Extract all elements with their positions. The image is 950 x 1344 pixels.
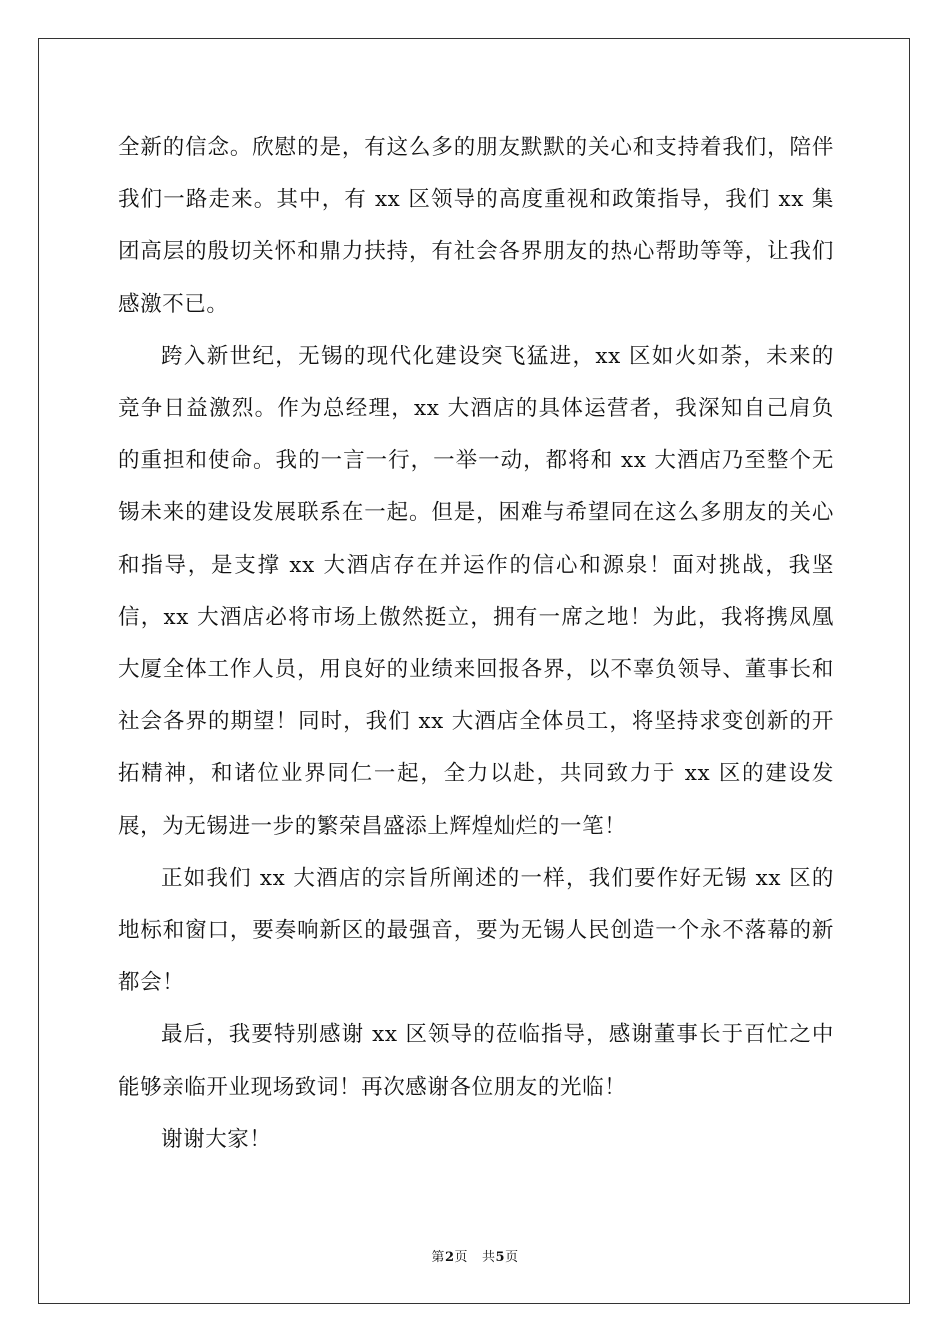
paragraph-1: 全新的信念。欣慰的是，有这么多的朋友默默的关心和支持着我们，陪伴我们一路走来。其中，有 xx 区领导的高度重视和政策指导，我们 xx 集团高层的殷切关怀和鼎力扶持，有社会各界朋友的热心帮助等等，让我们感激不已。 — [118, 135, 834, 317]
total-suffix: 页 — [505, 1250, 519, 1265]
total-prefix: 共 — [482, 1250, 496, 1265]
paragraph-2: 跨入新世纪，无锡的现代化建设突飞猛进，xx 区如火如荼，未来的竞争日益激烈。作为总经理，xx 大酒店的具体运营者，我深知自己肩负的重担和使命。我的一言一行，一举一动，都将和 xx 大酒店乃至整个无锡未来的建设发展联系在一起。但是，困难与希望同在这么多朋友的关心和指导，是支撑 xx 大酒店存在并运作的信心和源泉！面对挑战，我坚信，xx 大酒店必将市场上傲然挺立，拥有一席之地！为此，我将携凤凰大厦全体工作人员，用良好的业绩来回报各界，以不辜负领导、董事长和社会各界的期望！同时，我们 xx 大酒店全体员工，将坚持求变创新的开拓精神，和诸位业界同仁一起，全力以赴，共同致力于 xx 区的建设发展，为无锡进一步的繁荣昌盛添上辉煌灿烂的一笔！ — [118, 343, 834, 839]
paragraph-5: 谢谢大家！ — [161, 1126, 272, 1152]
paragraph-3: 正如我们 xx 大酒店的宗旨所阐述的一样，我们要作好无锡 xx 区的地标和窗口，要奏响新区的最强音，要为无锡人民创造一个永不落幕的新都会！ — [118, 865, 834, 996]
page-number: 2 — [444, 1250, 455, 1265]
total-pages: 5 — [495, 1250, 506, 1265]
page-prefix: 第 — [431, 1250, 445, 1265]
document-body — [118, 122, 834, 1166]
page-footer — [0, 1246, 950, 1265]
paragraph-4: 最后，我要特别感谢 xx 区领导的莅临指导，感谢董事长于百忙之中能够亲临开业现场致词！再次感谢各位朋友的光临！ — [118, 1022, 834, 1100]
page-suffix: 页 — [454, 1250, 468, 1265]
